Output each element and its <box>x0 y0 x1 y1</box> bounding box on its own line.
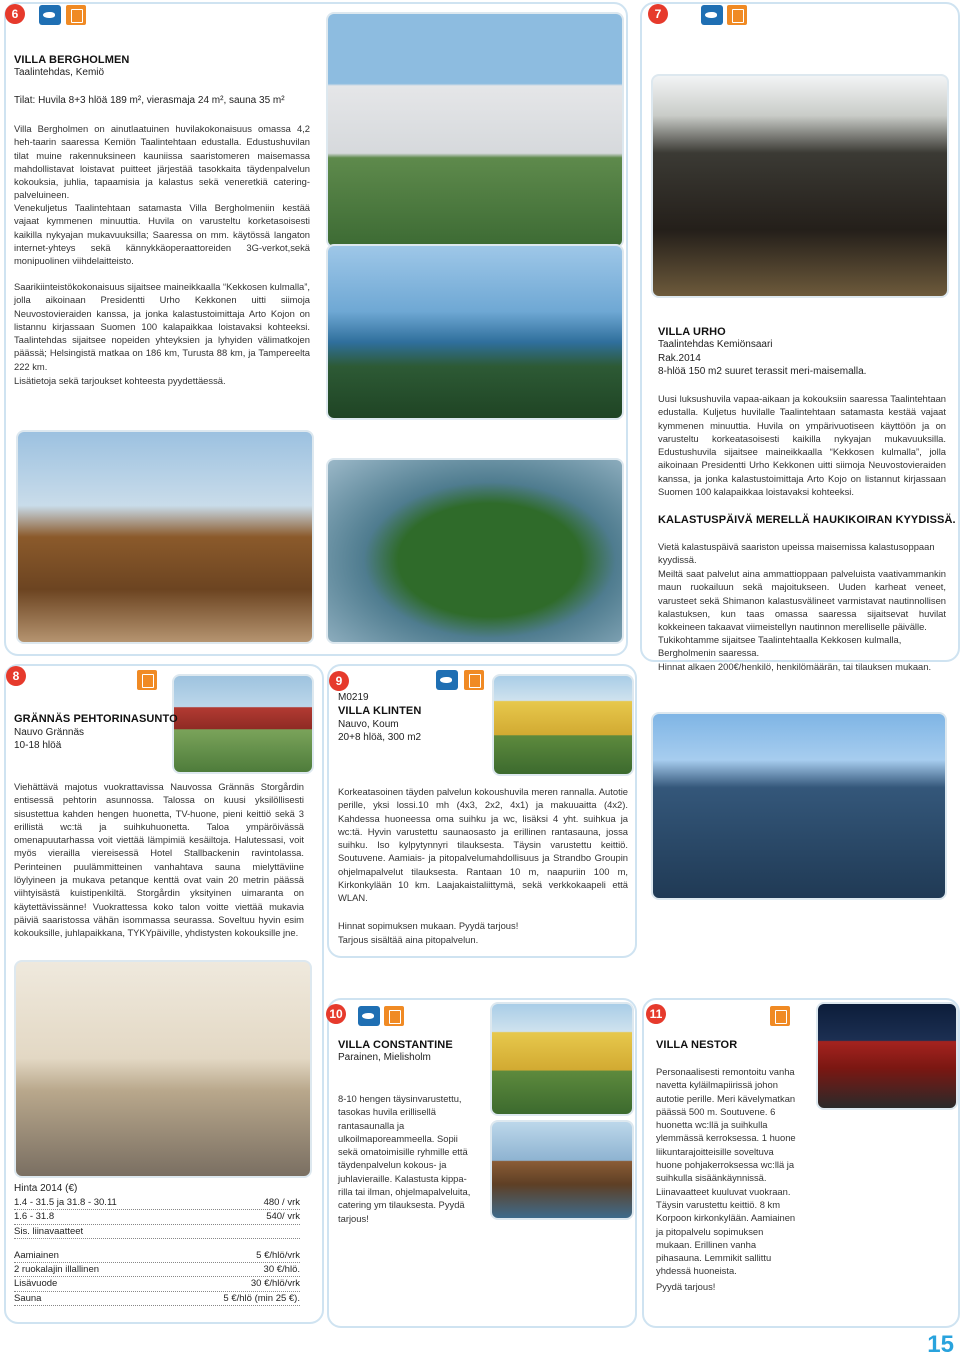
menu-icon <box>137 670 157 690</box>
photo-fishing-boat <box>651 712 947 900</box>
photo-bedroom <box>14 960 312 1178</box>
photo-villa-constantine <box>490 1002 634 1116</box>
villa-size: 8-hlöä 150 m2 suuret terassit meri-maisemalla. <box>658 366 867 377</box>
fishing-prices: Hinnat alkaen 200€/henkilö, henkilömäärän, tai tilauksen mukaan. <box>658 661 932 672</box>
extra-label: 2 ruokalajin illallinen <box>14 1264 100 1276</box>
villa-description: Villa Bergholmen on ainutlaatuinen huvilakokonaisuus omassa 4,2 heh-taarin saaressa Kemiön Taalintehtaan edustalla. Edustushuvilan tilat muine rakennuksineen kauniissa saaristomeren maisemassa mahdollistavat loistavat puitteet järjestää tasokkaita täydenpalvelun kokouksia, juhlia, tapaamisia ja kalastus sekä veneretkiä catering-palveluineen. <box>14 123 310 201</box>
price-value: 480 / vrk <box>263 1197 300 1208</box>
extra-label: Lisävuode <box>14 1278 58 1290</box>
extra-row <box>14 1263 300 1277</box>
price-row <box>14 1210 300 1224</box>
villa-title: GRÄNNÄS PEHTORINASUNTO <box>14 713 178 725</box>
menu-icon <box>66 5 86 25</box>
villa-location: Taalintehdas Kemiönsaari <box>658 339 773 350</box>
fishing-icon <box>39 5 61 25</box>
fishing-icon <box>436 670 458 690</box>
villa-code: M0219 <box>338 692 369 703</box>
villa-catering-note: Tarjous sisältää aina pitopalvelun. <box>338 934 479 945</box>
villa-location-text: Saarikiinteistökokonaisuus sijaitsee maineikkaalla “Kekkosen kulmalla”, jolla aikoinaan Presidentti Urho Kekkonen uitti siimoja Neuvostovieraiden kanssa, ja jonka kalastustoimittaja Arto Kojon on listannu kirjassaan Suomen 100 kalapaikkaa loistavaksi kohteeksi. Taalintehdas sijaitsee nopeiden yhteyksien ja lyhyiden välimatkojen päässä; Helsingistä matkaa on 186 km, Turusta 88 km, ja Tampereelta 222 km. <box>14 281 310 372</box>
villa-transport: Venekuljetus Taalintehtaan satamasta Villa Bergholmeniin kestää vajaat kymmenen minuuttia. Huvila on varusteltu korketasoisesti kaikilla nykyajan mukavuuksilla; Saaressa on mm. käytössä langaton internet-yhteys sekä kännykkäoperaattoreiden 3G-verkot,sekä monipuolinen viihdelaitteisto. <box>14 202 310 267</box>
photo-grannas-house <box>172 674 314 774</box>
badge-number: 9 <box>329 671 349 691</box>
badge-number: 8 <box>6 666 26 686</box>
fishing-intro: Vietä kalastuspäivä saariston upeissa maisemissa kalastusoppaan kyydissä. <box>658 541 935 566</box>
price-label: Sis. liinavaatteet <box>14 1225 84 1237</box>
villa-description: Uusi luksushuvila vapaa-aikaan ja kokouksiin saaressa Taalintehtaan edustalla. Kuljetus huvilalle Taalintehtaan satamasta kestää vajaat kymmenen minuuttia. Huvila on ympärivuotiseen käyttöön ja on varusteltu korkeatasoisesti kaikilla nykyajan mukavuuksilla. Edustushuvila sijaitsee maineikkaalla “Kekkosen kulmalla”, jolla aikoinaan Presidentti Urho Kekkonen uitti siimoja Neuvostovieraiden kanssa, ja jonka kalastustoimittaja Arto Kojo on listannut kirjassaan Suomen 100 kalapaikkaa loistavaksi kohteeksi. <box>658 393 946 498</box>
photo-villa-klinten <box>492 674 634 776</box>
fishing-icon <box>701 5 723 25</box>
villa-more-info: Lisätietoja sekä tarjoukset kohteesta pyydettäessä. <box>14 375 226 386</box>
photo-villa-nestor <box>816 1002 958 1110</box>
extra-value: 5 €/hlö/vrk <box>256 1249 300 1261</box>
badge-number: 6 <box>5 4 25 24</box>
extra-value: 30 €/hlö. <box>263 1264 300 1276</box>
villa-description: Korkeatasoinen täyden palvelun kokoushuvila meren rannalla. Autotie perille, yksi lossi.10 mh (4x3, 2x2, 4x1) ja makuuaitta (4x2). Kahdessa huoneessa oma suihku ja wc, lisäksi 4 yht. suihkua ja wc:tä. Hyvin varustettu saunaosasto ja erillinen rantasauna, jossa suihku. Iso kylpytynnyri tilauksesta. Täysin varustettu keittiö. Soutuvene. Aamiais- ja pitopalvelumahdollisuus ja Strandbo Groupin ohjelmapalvelut tilauksesta. Rantaan 10 m, naapuriin 100 m, Kirkonkylään 10 km. Laajakaistaliittymä, sekä verkkokaapeli että WLAN. <box>338 786 628 904</box>
villa-size: 20+8 hlöä, 300 m2 <box>338 732 422 743</box>
badge-number: 10 <box>326 1004 346 1024</box>
fishing-icon <box>358 1006 380 1026</box>
fishing-base: Tukikohtamme sijaitsee Taalintehtaalla Kekkosen kulmalla, Bergholmenin saaressa. <box>658 634 902 659</box>
villa-price-note: Pyydä tarjous! <box>656 1281 716 1292</box>
villa-location: Taalintehdas, Kemiö <box>14 67 105 78</box>
villa-location: Nauvo, Koum <box>338 719 399 730</box>
photo-hot-tub <box>16 430 314 644</box>
price-row <box>14 1196 300 1210</box>
villa-title: VILLA NESTOR <box>656 1039 738 1051</box>
price-row <box>14 1225 300 1239</box>
villa-description: 8-10 hengen täysinvarustettu, tasokas huvila erillisellä rantasaunalla ja ulkoilmaporeammeella. Sopii sekä omatoimisille ryhmille että täydenpalvelun kokous- ja juhlavieraille. Kalastusta kippa-rilla tai ilman, ohjelmapalveluita, catering ym tilauksesta. Pyydä tarjous! <box>338 1093 471 1224</box>
villa-title: VILLA URHO <box>658 326 726 338</box>
villa-built: Rak.2014 <box>658 353 701 364</box>
villa-size: 10-18 hlöä <box>14 740 62 751</box>
villa-price-note: Hinnat sopimuksen mukaan. Pyydä tarjous! <box>338 920 519 931</box>
villa-description: Personaalisesti remontoitu vanha navetta kyläilmapiirissä johon autotie perille. Meri kävelymatkan päässä 500 m. Soutuvene. 6 huonetta wc:llä ja suihkulla ylemmässä kerroksessa. 1 huone liikuntarajoitteisille soveltuva huone pohjakerroksessa wc:llä ja suihkulla sisäänkäynnissä. Liinavaatteet kuuluvat vuokraan. Täysin varustettu keittiö. 8 km Korpoon kirkonkylään. Aamiainen ja pitopalvelu sopimuksen mukaan. Erillinen vanha pihasauna. Lemmikit sallittu yhdessä huoneista. <box>656 1066 796 1277</box>
villa-title: VILLA KLINTEN <box>338 705 422 717</box>
photo-aerial-island <box>326 458 624 644</box>
page-number: 15 <box>927 1331 954 1358</box>
photo-sea-view <box>326 244 624 420</box>
villa-location: Nauvo Grännäs <box>14 727 85 738</box>
extra-label: Sauna <box>14 1292 42 1304</box>
villa-description: Viehättävä majotus vuokrattavissa Nauvossa Grännäs Storgårdin entisessä pehtorin asunnossa. Talossa on kuusi yksilöllisesti sisustettua kahden hengen huonetta, TV-huone, pieni keittiö sekä 3 erillistä wc:tä ja suihkuhuonetta. Taloa ympäröivässä omenapuutarhassa voit viettää lämpimiä kesäiltoja. Halutessasi, voit myös vierailla viereisessä Hotel Stallbackenin ravintolassa. Perinteinen puulämmitteinen vanhahtava sauna mielyttäviine löylyineen ja mukava petanque kenttä ovat vain 20 metrin päässä viihtyisästä kuistipenkiltä. Storgårdin yksityinen uimaranta on käytettävissänne! Vuokrattessa koko talon voitte viettää mukavia päiviä saaristossa vähän isommassa seurassa. Soveltuu hyvin esim kokouksille, juhlapaikkana, TYKYpäiville, yhdistysten kokouksille jne. <box>14 781 304 939</box>
price-value: 540/ vrk <box>266 1211 300 1223</box>
extra-row <box>14 1277 300 1291</box>
photo-villa-exterior <box>326 12 624 248</box>
price-label: 1.6 - 31.8 <box>14 1211 55 1223</box>
photo-dock <box>490 1120 634 1220</box>
villa-location: Parainen, Mielisholm <box>338 1052 431 1063</box>
villa-facilities: Tilat: Huvila 8+3 hlöä 189 m², vierasmaja 24 m², sauna 35 m² <box>14 95 285 106</box>
villa-title: VILLA BERGHOLMEN <box>14 54 130 66</box>
menu-icon <box>384 1006 404 1026</box>
badge-number: 7 <box>648 4 668 24</box>
extra-label: Aamiainen <box>14 1249 59 1261</box>
photo-villa-urho <box>651 74 949 298</box>
fishing-services: Meiltä saat palvelut aina ammattioppaan palveluista vaativammankin maun ruokailuun sekä majoitukseen. Uuden karheat veneet, varusteet sekä Shimanon kalastusvälineet varmistavat nautinnollisen kalastuksen, kun taas omassa saaressa sijaitsevat huvilat kokkeineen takaavat viimeistellyn nautinnon merelliselle päivälle. <box>658 568 946 633</box>
menu-icon <box>727 5 747 25</box>
price-title: Hinta 2014 (€) <box>14 1183 78 1194</box>
menu-icon <box>770 1006 790 1026</box>
extra-value: 5 €/hlö (min 25 €). <box>223 1292 300 1304</box>
price-table <box>14 1196 300 1306</box>
price-label: 1.4 - 31.5 ja 31.8 - 30.11 <box>14 1197 117 1208</box>
villa-title: VILLA CONSTANTINE <box>338 1039 453 1051</box>
menu-icon <box>464 670 484 690</box>
extra-row <box>14 1292 300 1306</box>
badge-number: 11 <box>646 1004 666 1024</box>
fishing-day-title: KALASTUSPÄIVÄ MERELLÄ HAUKIKOIRAN KYYDISSÄ. <box>658 514 956 526</box>
extra-row <box>14 1249 300 1263</box>
extra-value: 30 €/hlö/vrk <box>250 1278 300 1290</box>
